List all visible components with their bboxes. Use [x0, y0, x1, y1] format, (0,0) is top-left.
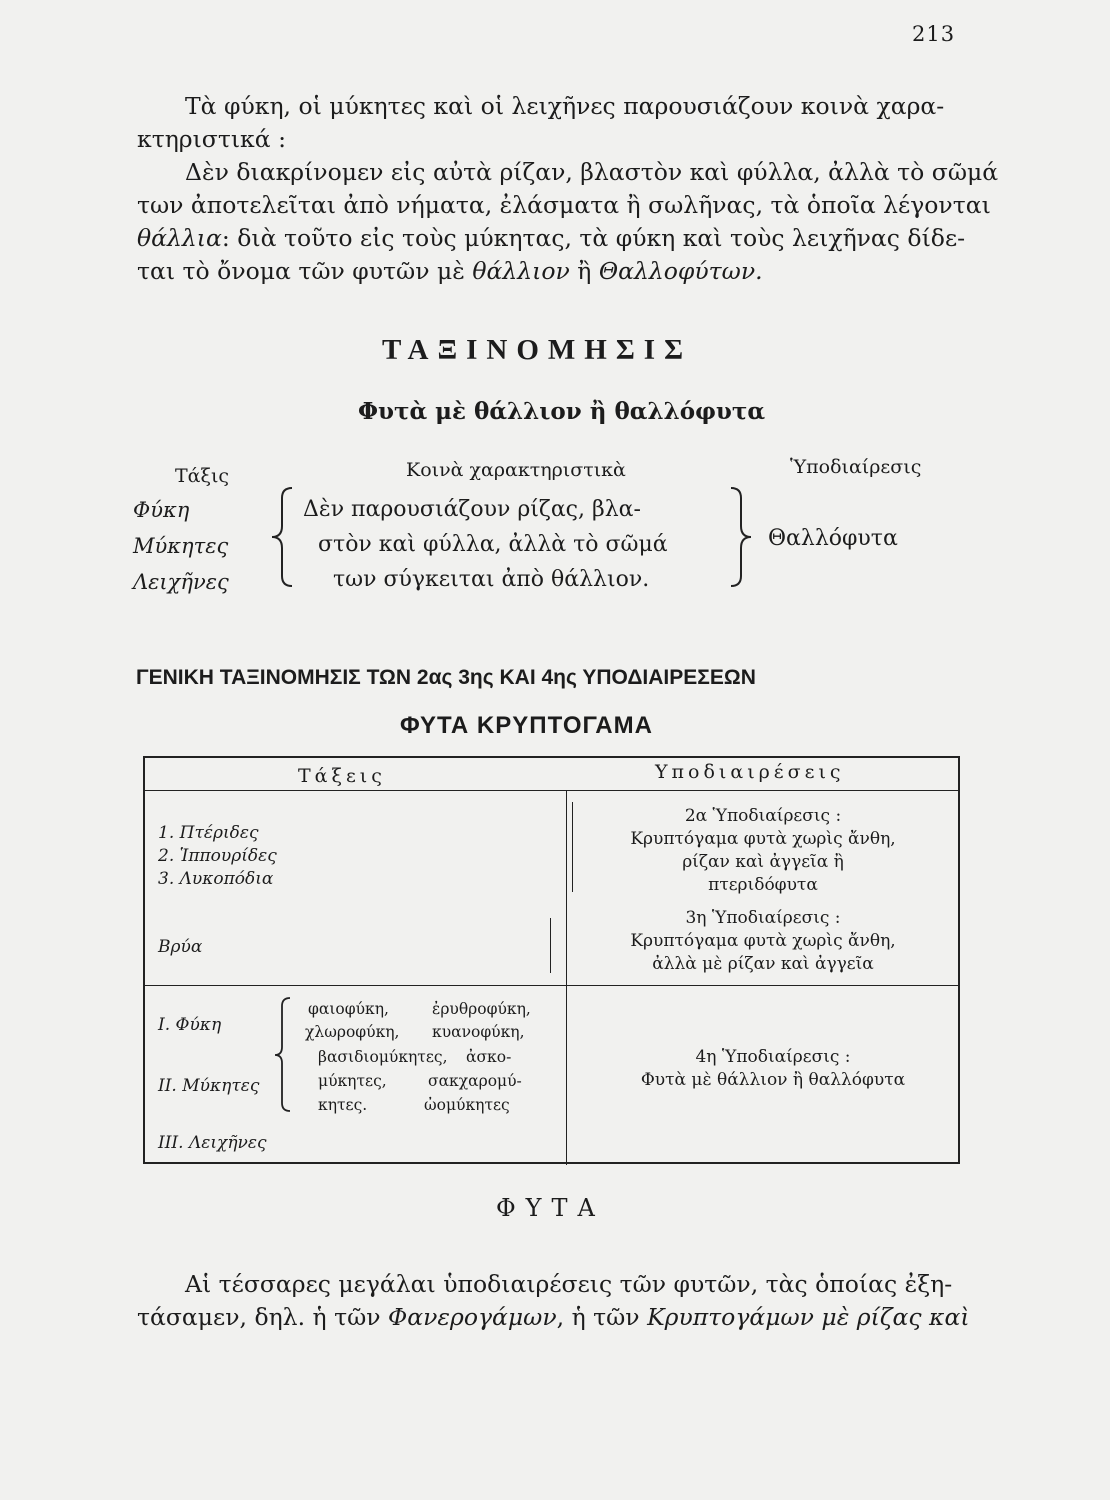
intro-line-3: Δὲν διακρίνομεν εἰς αὐτὰ ρίζαν, βλαστὸν καὶ φύλλα, ἀλλὰ τὸ σῶμά — [185, 158, 999, 186]
plants-line-2-mid: , ἡ τῶν — [556, 1303, 640, 1331]
intro-line-5-rest: : διὰ τοῦτο εἰς τοὺς μύκητας, τὰ φύκη καὶ τοὺς λειχῆνας δίδε- — [221, 224, 966, 252]
group3-mid-1b: ἐρυθροφύκη, — [432, 1000, 531, 1018]
group1-item-hippourides: 2. Ἱππουρίδες — [158, 846, 277, 866]
group2-bracket — [550, 918, 551, 973]
page-number: 213 — [912, 22, 956, 46]
group1-item-lykopodia: 3. Λυκοπόδια — [158, 869, 274, 889]
intro-line-6-start: ται τὸ ὄνομα τῶν φυτῶν μὲ — [137, 257, 465, 285]
intro-line-5 — [137, 224, 965, 252]
group3-mid-3b: ἀσκο- — [466, 1048, 512, 1066]
intro-term-thallophyta: Θαλλοφύτων. — [598, 257, 763, 285]
group3-mid-5b: ὠομύκητες — [424, 1096, 510, 1114]
group3-mid-2b: κυανοφύκη, — [432, 1023, 525, 1041]
general-classification-heading: ΓΕΝΙΚΗ ΤΑΞΙΝΟΜΗΣΙΣ ΤΩΝ 2ας 3ης ΚΑΙ 4ης ΥΠΟΔΙΑΙΡΕΣΕΩΝ — [136, 666, 756, 689]
table-header-rule — [145, 790, 958, 791]
cryptogam-heading: ΦΥΤΑ ΚΡΥΠΤΟΓΑΜΑ — [400, 712, 653, 739]
group2-item-vrya: Βρύα — [158, 937, 203, 957]
group3-item-leichines: III. Λειχῆνες — [158, 1133, 267, 1153]
group3-mid-4a: μύκητες, — [318, 1072, 387, 1090]
table-column-rule — [566, 790, 567, 1165]
class-leichines: Λειχῆνες — [133, 570, 229, 594]
table-group-rule — [145, 985, 958, 986]
subdivision-thallophyta: Θαλλόφυτα — [768, 526, 898, 551]
plants-term-phanerogams: Φανερογάμων — [388, 1303, 557, 1331]
group1-right-line-3: ρίζαν καὶ ἀγγεῖα ἢ — [682, 852, 844, 872]
intro-line-6 — [137, 257, 763, 285]
group2-right-line-2: Κρυπτόγαμα φυτὰ χωρὶς ἄνθη, — [630, 931, 896, 951]
class-fyki: Φύκη — [133, 498, 190, 522]
classification-heading: ΤΑΞΙΝΟΜΗΣΙΣ — [382, 334, 693, 366]
group3-mid-3a: βασιδιομύκητες, — [318, 1048, 448, 1066]
group1-subdivision-text — [598, 805, 928, 897]
group3-mid-2a: χλωροφύκη, — [305, 1023, 400, 1041]
group3-brace — [272, 995, 296, 1115]
intro-term-thallion: θάλλιον — [472, 257, 570, 285]
group1-item-pterides: 1. Πτέριδες — [158, 823, 259, 843]
intro-line-2: κτηριστικά : — [137, 125, 286, 153]
characteristics-line-3: των σύγκειται ἀπὸ θάλλιον. — [333, 567, 650, 592]
col-subdivisions-label: Ὑποδιαίρεσις — [790, 456, 922, 478]
col-classes-label: Τάξις — [175, 465, 230, 487]
plants-term-cryptogams: Κρυπτογάμων μὲ ρίζας καὶ — [647, 1303, 970, 1331]
intro-line-1: Τὰ φύκη, οἱ μύκητες καὶ οἱ λειχῆνες παρουσιάζουν κοινὰ χαρα- — [185, 92, 945, 120]
group3-mid-1a: φαιοφύκη, — [308, 1000, 389, 1018]
group2-right-line-1: 3η Ὑποδιαίρεσις : — [685, 908, 841, 928]
table-header-classes: Τάξεις — [298, 765, 386, 787]
group1-right-line-1: 2α Ὑποδιαίρεσις : — [684, 806, 842, 826]
group3-subdivision-text — [608, 1046, 938, 1092]
left-brace — [270, 486, 300, 588]
intro-line-4: των ἀποτελεῖται ἀπὸ νήματα, ἐλάσματα ἢ σωλῆνας, τὰ ὁποῖα λέγονται — [137, 191, 991, 219]
group3-mid-5a: κητες. — [318, 1096, 368, 1114]
group1-bracket — [572, 802, 573, 892]
characteristics-line-2: στὸν καὶ φύλλα, ἀλλὰ τὸ σῶμά — [318, 532, 668, 557]
group3-item-mykites: II. Μύκητες — [158, 1076, 260, 1096]
group3-mid-4b: σακχαρομύ- — [428, 1072, 522, 1090]
group3-right-line-2: Φυτὰ μὲ θάλλιον ἢ θαλλόφυτα — [640, 1070, 906, 1090]
characteristics-line-1: Δὲν παρουσιάζουν ρίζας, βλα- — [303, 497, 641, 522]
plants-line-1: Αἱ τέσσαρες μεγάλαι ὑποδιαιρέσεις τῶν φυτῶν, τὰς ὁποίας ἐξη- — [185, 1270, 953, 1298]
table-header-subdivisions: Υποδιαιρέσεις — [655, 761, 845, 783]
plants-line-2 — [137, 1303, 970, 1331]
col-characteristics-label: Κοινὰ χαρακτηριστικὰ — [406, 459, 626, 481]
classification-subheading: Φυτὰ μὲ θάλλιον ἢ θαλλόφυτα — [358, 398, 766, 425]
class-mykites: Μύκητες — [133, 534, 229, 558]
group2-right-line-3: ἀλλὰ μὲ ρίζαν καὶ ἀγγεῖα — [652, 954, 874, 974]
group2-subdivision-text — [598, 907, 928, 976]
group3-item-fyki: I. Φύκη — [158, 1015, 222, 1035]
right-brace — [727, 486, 757, 588]
group1-right-line-2: Κρυπτόγαμα φυτὰ χωρὶς ἄνθη, — [630, 829, 896, 849]
intro-line-6-or: ἢ — [577, 257, 592, 285]
intro-term-thallia: θάλλια — [137, 224, 222, 252]
plants-line-2-start: τάσαμεν, δηλ. ἡ τῶν — [137, 1303, 381, 1331]
group3-right-line-1: 4η Ὑποδιαίρεσις : — [695, 1047, 851, 1067]
plants-heading: ΦΥΤΑ — [496, 1194, 605, 1222]
group1-right-line-4: πτεριδόφυτα — [708, 875, 818, 895]
